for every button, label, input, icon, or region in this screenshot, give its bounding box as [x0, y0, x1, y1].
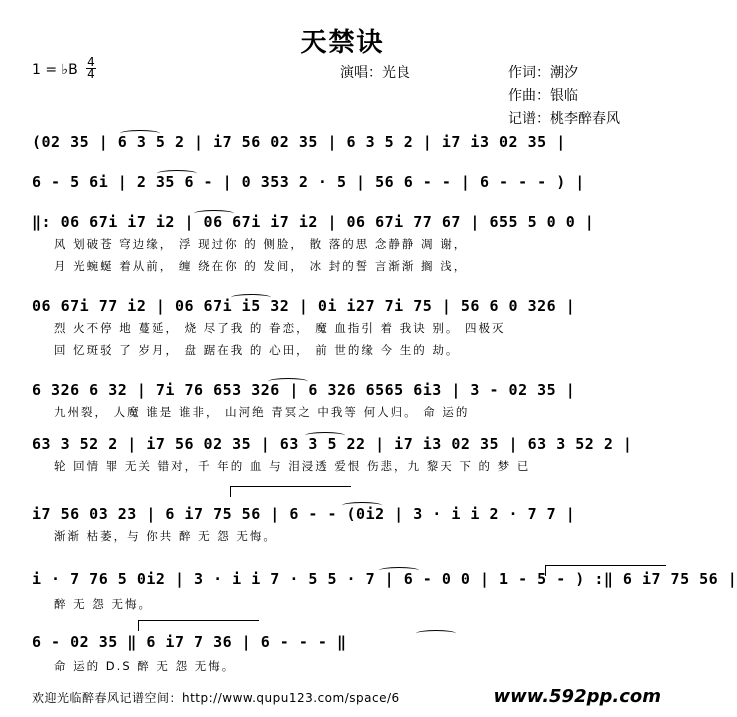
slur-mark: [194, 210, 234, 217]
time-signature: [86, 57, 96, 80]
notation-text: (02 35 | 6 3 5 2 | i7 56 02 35 | 6 3 5 2 | i7 i3 02 35 |: [32, 133, 566, 151]
singer-credit: 演唱：光良: [340, 65, 410, 81]
lyric-line: 月 光蜿蜒 着从前， 缠 绕在你 的 发间， 冰 封的誓 言渐渐 搁 浅，: [54, 259, 468, 273]
score-line: [32, 292, 652, 320]
lyric-line: 风 划破苍 穹边缘， 浮 现过你 的 侧脸， 散 落的思 念静静 凋 谢，: [54, 237, 468, 251]
lyric-line: 轮 回情 罪 无关 错对，千 年的 血 与 泪浸透 爱恨 伤悲，九 黎天 下 的 梦 已: [54, 459, 531, 473]
slur-mark: [305, 432, 345, 439]
volta-bracket: [230, 486, 351, 497]
notation-text: 6 326 6 32 | 7i 76 653 326 | 6 326 6565 6i3 | 3 - 02 35 |: [32, 381, 576, 399]
key-signature: 1 = ♭B: [32, 62, 78, 78]
score-line: [32, 628, 652, 656]
slur-mark: [416, 630, 456, 637]
notation-text: ‖: 06 67i i7 i2 | 06 67i i7 i2 | 06 67i 77 67 | 655 5 0 0 |: [32, 213, 595, 231]
notation-text: 63 3 52 2 | i7 56 02 35 | 63 3 5 22 | i7 i3 02 35 | 63 3 52 2 |: [32, 435, 633, 453]
notation-text: 6 - 5 6i | 2 35 6 - | 0 353 2 · 5 | 56 6 - - | 6 - - - ) |: [32, 173, 585, 191]
slur-mark: [379, 567, 419, 574]
site-logo: www.592pp.com: [493, 686, 661, 707]
lyric-line: 九州裂， 人魔 谁是 谁非， 山河绝 青冥之 中我等 何人归。 命 运的: [54, 405, 470, 419]
score-line: [32, 208, 652, 236]
notation-text: i · 7 76 5 0i2 | 3 · i i 7 · 5 5 · 7 | 6 - 0 0 | 1 - 5 - ) :‖ 6 i7 75 56 |: [32, 570, 737, 588]
score-line: [32, 168, 652, 196]
lyric-line: 醉 无 怨 无悔。: [54, 597, 152, 611]
time-signature-divider: [86, 68, 96, 69]
slur-mark: [268, 378, 308, 385]
slur-mark: [231, 294, 271, 301]
footer-text: 欢迎光临醉春风记谱空间：http://www.qupu123.com/space/6: [32, 691, 400, 705]
slur-mark: [157, 170, 197, 177]
time-signature-bottom: 4: [87, 67, 95, 81]
song-title: 天禁诀: [300, 28, 385, 58]
lyric-line: 回 忆斑驳 了 岁月， 盘 踞在我 的 心田， 前 世的缘 今 生的 劫。: [54, 343, 460, 357]
volta-bracket: [545, 565, 666, 576]
score-line: [32, 376, 652, 404]
composer-credit: 作曲：银临: [508, 88, 578, 104]
lyric-line: 渐渐 枯萎，与 你共 醉 无 怨 无悔。: [54, 529, 277, 543]
time-signature-top: 4: [87, 55, 95, 69]
lyric-line: 烈 火不停 地 蔓延， 烧 尽了我 的 眷恋， 魔 血指引 着 我诀 别。 四极灭: [54, 321, 506, 335]
notation-text: 06 67i 77 i2 | 06 67i i5 32 | 0i i27 7i 75 | 56 6 0 326 |: [32, 297, 576, 315]
slur-mark: [342, 502, 382, 509]
lyricist-credit: 作词：潮汐: [508, 65, 578, 81]
slur-mark: [120, 130, 160, 137]
lyric-line: 命 运的 D.S 醉 无 怨 无悔。: [54, 659, 236, 673]
transcriber-credit: 记谱：桃李醉春风: [508, 111, 620, 127]
volta-bracket: [138, 620, 259, 631]
notation-text: i7 56 03 23 | 6 i7 75 56 | 6 - - (0i2 | 3 · i i 2 · 7 7 |: [32, 505, 576, 523]
notation-text: 6 - 02 35 ‖ 6 i7 7 36 | 6 - - - ‖: [32, 633, 347, 651]
